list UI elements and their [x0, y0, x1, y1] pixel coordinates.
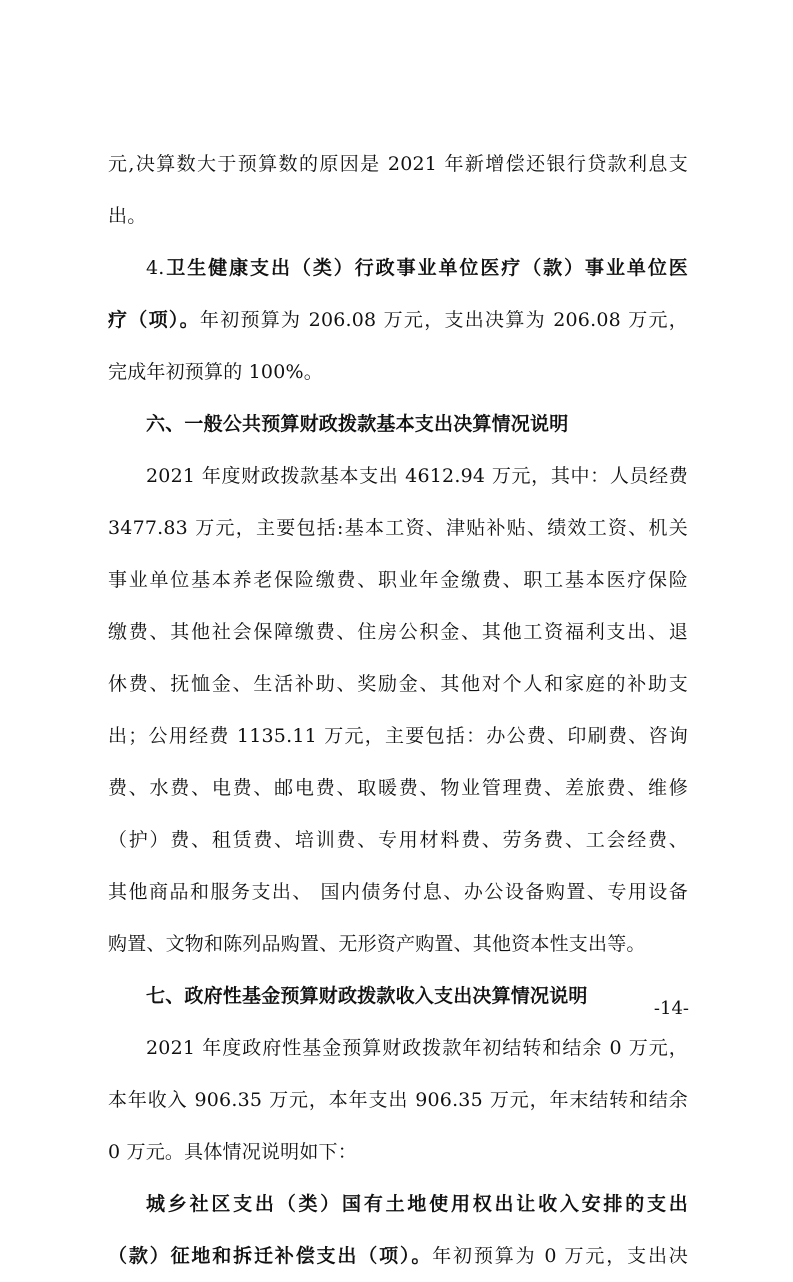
- heading-text: 七、政府性基金预算财政拨款收入支出决算情况说明: [146, 985, 588, 1007]
- paragraph-line: [108, 502, 688, 554]
- section-heading: [108, 398, 688, 450]
- text-run: 2021 年度财政拨款基本支出 4612.94 万元，其中：人员经费: [146, 465, 688, 487]
- text-run: （护）费、租赁费、培训费、专用材料费、劳务费、工会经费、: [108, 829, 688, 851]
- bold-text-run: 疗（项）。: [108, 309, 200, 331]
- text-run: 年初预算为 206.08 万元，支出决算为 206.08 万元，: [199, 309, 688, 331]
- paragraph-line: [108, 762, 688, 814]
- paragraph-line: [108, 710, 688, 762]
- paragraph-line: [108, 606, 688, 658]
- text-run: 0 万元。具体情况说明如下：: [108, 1141, 357, 1163]
- section-heading: [108, 970, 688, 1022]
- text-run: 费、水费、电费、邮电费、取暖费、物业管理费、差旅费、维修: [108, 777, 688, 799]
- bold-text-run: 卫生健康支出（类）行政事业单位医疗（款）事业单位医: [164, 257, 688, 279]
- paragraph-line: [108, 1022, 688, 1074]
- paragraph-line: [108, 242, 688, 294]
- paragraph-line: [108, 866, 688, 918]
- paragraph-line: [108, 554, 688, 606]
- text-run: 缴费、其他社会保障缴费、住房公积金、其他工资福利支出、退: [108, 621, 688, 643]
- paragraph-line: [108, 294, 688, 346]
- heading-text: 六、一般公共预算财政拨款基本支出决算情况说明: [146, 413, 569, 435]
- document-body: [108, 138, 688, 1282]
- text-run: 本年收入 906.35 万元，本年支出 906.35 万元，年末结转和结余: [108, 1089, 688, 1111]
- text-run: 2021 年度政府性基金预算财政拨款年初结转和结余 0 万元，: [146, 1037, 688, 1059]
- text-run: 出；公用经费 1135.11 万元，主要包括：办公费、印刷费、咨询: [108, 725, 688, 747]
- text-run: 4.: [146, 257, 165, 279]
- paragraph-line: [108, 658, 688, 710]
- text-run: 元,决算数大于预算数的原因是 2021 年新增偿还银行贷款利息支: [108, 153, 688, 175]
- paragraph-line: [108, 138, 688, 190]
- text-run: 其他商品和服务支出、 国内债务付息、办公设备购置、专用设备: [108, 881, 688, 903]
- paragraph-line: [108, 918, 688, 970]
- paragraph-line: [108, 1074, 688, 1126]
- text-run: 事业单位基本养老保险缴费、职业年金缴费、职工基本医疗保险: [108, 569, 688, 591]
- paragraph-line: [108, 1126, 688, 1178]
- page-number: -14-: [653, 998, 689, 1019]
- text-run: 年初预算为 0 万元，支出决: [432, 1245, 689, 1267]
- paragraph-line: [108, 450, 688, 502]
- bold-text-run: （款）征地和拆迁补偿支出（项）。: [108, 1245, 433, 1267]
- paragraph-line: [108, 346, 688, 398]
- paragraph-line: [108, 1178, 688, 1230]
- text-run: 购置、文物和陈列品购置、无形资产购置、其他资本性支出等。: [108, 933, 646, 955]
- paragraph-line: [108, 814, 688, 866]
- paragraph-line: [108, 190, 688, 242]
- text-run: 3477.83 万元，主要包括:基本工资、津贴补贴、绩效工资、机关: [108, 517, 688, 539]
- text-run: 休费、抚恤金、生活补助、奖励金、其他对个人和家庭的补助支: [108, 673, 688, 695]
- text-run: 完成年初预算的 100%。: [108, 361, 323, 383]
- text-run: 出。: [108, 205, 147, 227]
- paragraph-line: [108, 1230, 688, 1282]
- bold-text-run: 城乡社区支出（类）国有土地使用权出让收入安排的支出: [146, 1193, 688, 1215]
